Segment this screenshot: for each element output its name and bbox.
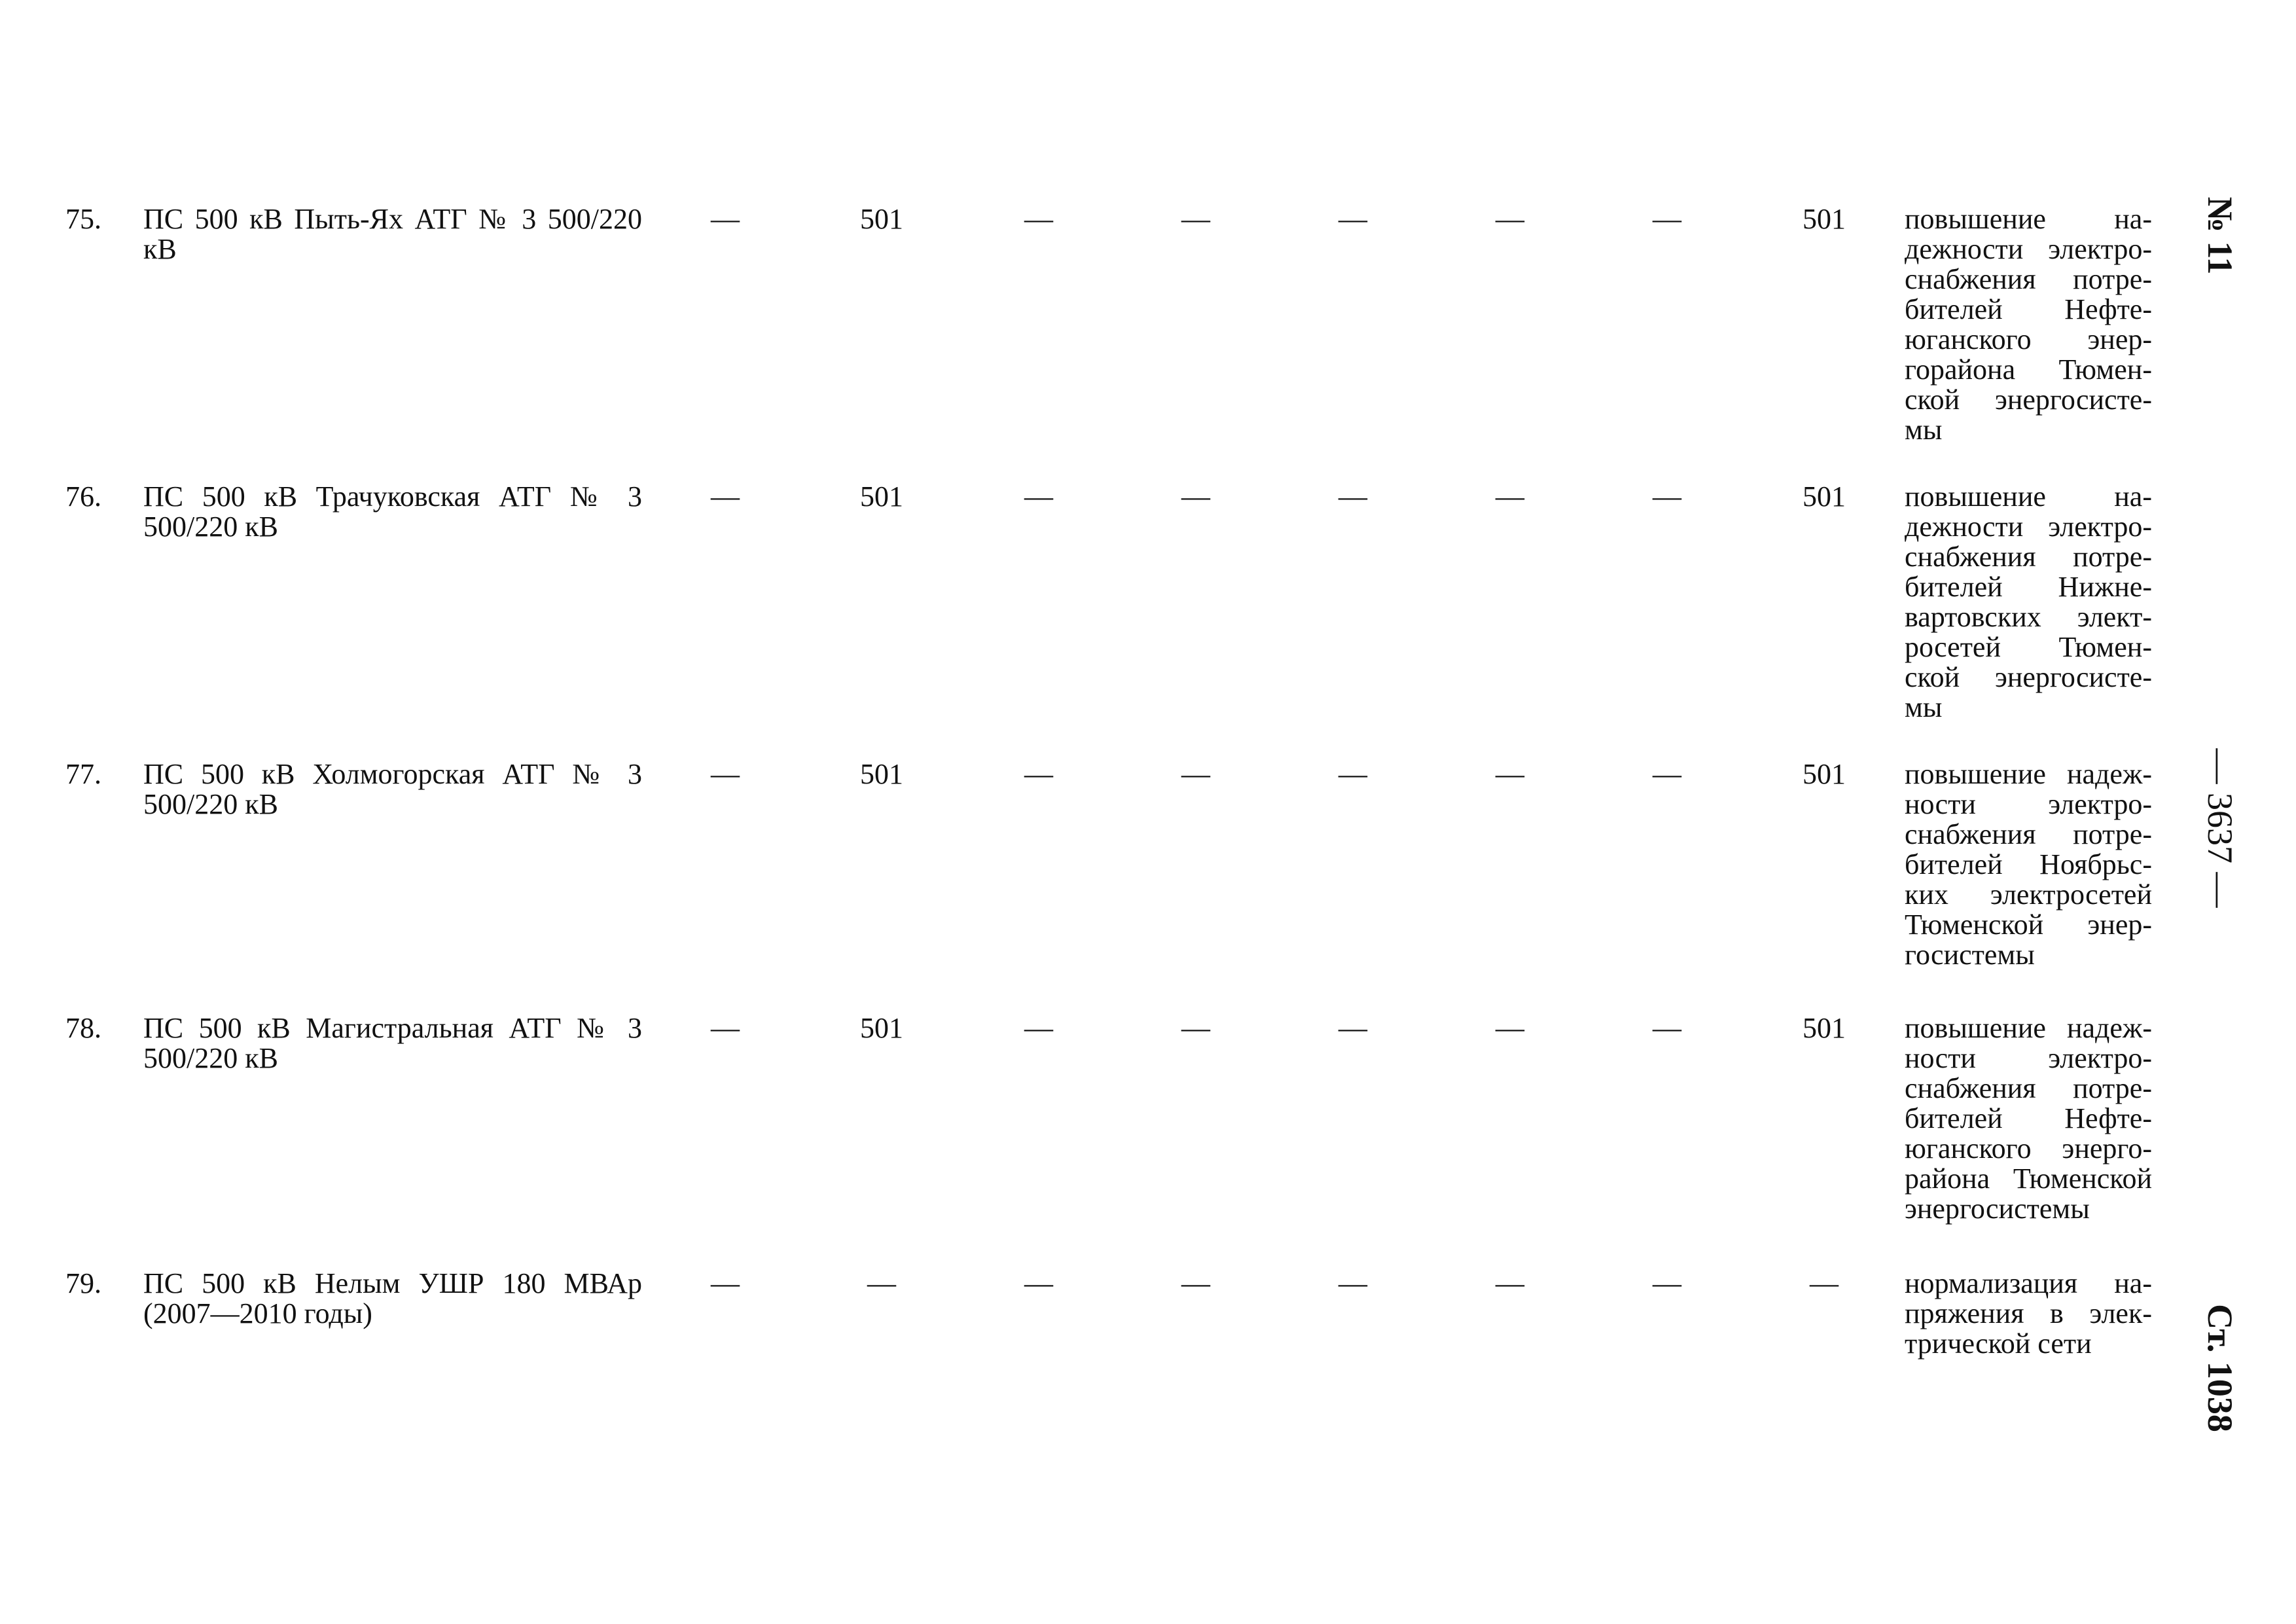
value-cell: — [1496,1012,1524,1044]
object-name: ПС 500 кВ Нелым УШР 180 МВАр (2007—2010 годы) [143,1267,642,1329]
purpose-line: пряжения в элек- [1905,1297,2152,1329]
purpose-cell [1905,482,2152,723]
value-cell: 501 [1803,758,1846,790]
purpose-line: ской энергосисте- [1905,384,2152,416]
value-cell: — [1338,480,1367,513]
value-cell: — [1181,480,1210,513]
purpose-line: снабжения потре- [1905,1072,2152,1104]
value-cell: — [1024,1012,1053,1044]
issue-number: № 11 [2200,196,2240,275]
value-cell: — [1496,1267,1524,1299]
purpose-line: юганского энерго- [1905,1132,2152,1164]
purpose-cell [1905,759,2152,970]
purpose-line: юганского энер- [1905,323,2152,355]
value-cell: 501 [860,480,903,513]
purpose-line: ской энергосисте- [1905,661,2152,693]
article-number: Ст. 1038 [2200,1304,2240,1432]
value-cell: — [1496,480,1524,513]
value-cell: — [1653,1012,1681,1044]
purpose-cell [1905,204,2152,445]
purpose-line: бителей Нижне- [1905,571,2152,603]
value-cell: — [1496,758,1524,790]
purpose-line: бителей Нефте- [1905,1102,2152,1134]
object-name: ПС 500 кВ Трачуковская АТГ № 3 500/220 кВ [143,480,642,543]
purpose-line: вартовских элект- [1905,601,2152,633]
row-number: 78. [65,1012,101,1044]
value-cell: — [711,758,740,790]
value-cell: — [1338,758,1367,790]
value-cell: — [711,203,740,235]
purpose-line: снабжения потре- [1905,818,2152,850]
purpose-line: повышение на- [1905,203,2152,235]
value-cell: 501 [1803,1012,1846,1044]
value-cell: — [1653,480,1681,513]
row-number: 76. [65,480,101,513]
purpose-line: мы [1905,691,1943,723]
page-number: — 3637 — [2200,748,2240,908]
purpose-line: росетей Тюмен- [1905,631,2152,663]
purpose-cell [1905,1013,2152,1224]
value-cell: 501 [860,203,903,235]
purpose-line: госистемы [1905,939,2035,971]
value-cell: — [1810,1267,1839,1299]
value-cell: — [1338,1012,1367,1044]
purpose-line: бителей Ноябрьс- [1905,848,2152,880]
purpose-line: повышение на- [1905,480,2152,513]
purpose-line: бителей Нефте- [1905,293,2152,325]
purpose-line: нормализация на- [1905,1267,2152,1299]
purpose-line: повышение надеж- [1905,1012,2152,1044]
value-cell: 501 [860,758,903,790]
value-cell: — [1338,203,1367,235]
object-name: ПС 500 кВ Холмогорская АТГ № 3 500/220 кВ [143,758,642,820]
value-cell: — [1024,1267,1053,1299]
purpose-line: мы [1905,414,1943,446]
row-number: 79. [65,1267,101,1299]
row-number: 75. [65,203,101,235]
value-cell: — [1181,203,1210,235]
object-name: ПС 500 кВ Пыть-Ях АТГ № 3 500/220 кВ [143,203,642,265]
value-cell: 501 [1803,480,1846,513]
value-cell: — [711,1012,740,1044]
purpose-line: повышение надеж- [1905,758,2152,790]
purpose-line: снабжения потре- [1905,263,2152,295]
value-cell: — [1653,1267,1681,1299]
value-cell: — [1181,1012,1210,1044]
purpose-line: снабжения потре- [1905,541,2152,573]
value-cell: 501 [860,1012,903,1044]
value-cell: — [1024,480,1053,513]
purpose-line: ности электро- [1905,788,2152,820]
purpose-line: трической сети [1905,1327,2092,1360]
purpose-line: дежности электро- [1905,233,2152,265]
row-number: 77. [65,758,101,790]
value-cell: — [1024,758,1053,790]
purpose-line: ности электро- [1905,1042,2152,1074]
purpose-line: Тюменской энер- [1905,909,2152,941]
value-cell: — [1496,203,1524,235]
object-name: ПС 500 кВ Магистральная АТГ № 3 500/220 кВ [143,1012,642,1074]
value-cell: — [1653,203,1681,235]
value-cell: — [1181,1267,1210,1299]
value-cell: — [1181,758,1210,790]
value-cell: 501 [1803,203,1846,235]
value-cell: — [867,1267,896,1299]
value-cell: — [1338,1267,1367,1299]
purpose-line: ких электросетей [1905,878,2152,911]
purpose-line: дежности электро- [1905,511,2152,543]
value-cell: — [1653,758,1681,790]
value-cell: — [1024,203,1053,235]
purpose-cell [1905,1269,2152,1359]
value-cell: — [711,480,740,513]
value-cell: — [711,1267,740,1299]
purpose-line: горайона Тюмен- [1905,353,2152,386]
purpose-line: энергосистемы [1905,1193,2090,1225]
purpose-line: района Тюменской [1905,1163,2152,1195]
